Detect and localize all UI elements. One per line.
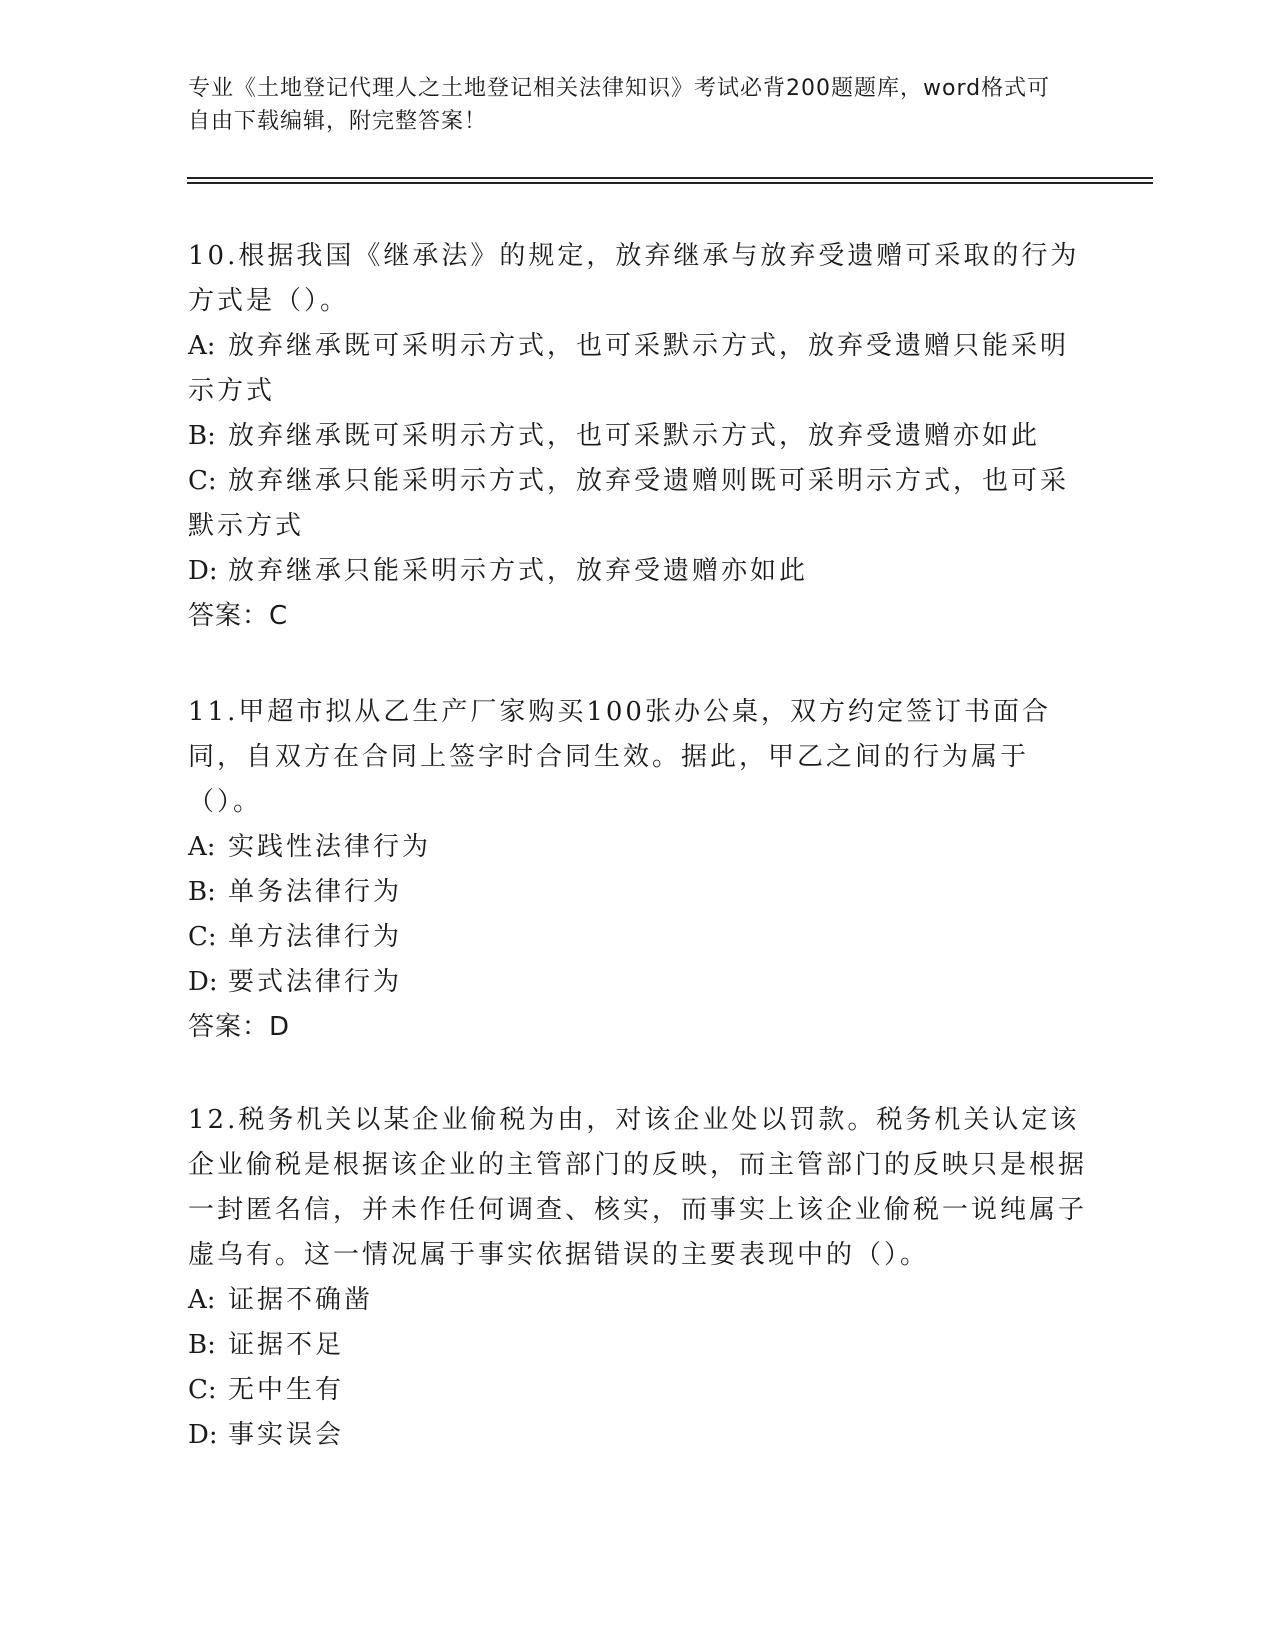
option-key: C: xyxy=(188,1375,217,1405)
option-key: A: xyxy=(188,331,216,361)
option-text: 证据不足 xyxy=(228,1330,345,1360)
option-text: 单方法律行为 xyxy=(228,922,403,952)
option-a xyxy=(188,324,1088,414)
option-text: 事实误会 xyxy=(228,1420,345,1450)
question-11 xyxy=(188,690,1088,1050)
document-header: 专业《土地登记代理人之土地登记相关法律知识》考试必背200题题库，word格式可自由下载编辑，附完整答案！ xyxy=(188,76,1051,134)
option-a xyxy=(188,825,1088,870)
option-c xyxy=(188,915,1088,960)
option-text: 放弃继承既可采明示方式，也可采默示方式，放弃受遗赠亦如此 xyxy=(228,421,1041,451)
option-text: 放弃继承既可采明示方式，也可采默示方式，放弃受遗赠只能采明示方式 xyxy=(188,331,1070,406)
option-key: D: xyxy=(188,556,218,586)
question-stem: 10.根据我国《继承法》的规定，放弃继承与放弃受遗赠可采取的行为方式是（）。 xyxy=(188,241,1080,316)
option-text: 无中生有 xyxy=(228,1375,345,1405)
question-stem: 12.税务机关以某企业偷税为由，对该企业处以罚款。税务机关认定该企业偷税是根据该企业的主管部门的反映，而主管部门的反映只是根据一封匿名信，并未作任何调查、核实，而事实上该企业偷税一说纯属子虚乌有。这一情况属于事实依据错误的主要表现中的（）。 xyxy=(188,1105,1088,1270)
question-10 xyxy=(188,234,1088,639)
header-divider xyxy=(187,177,1153,179)
option-key: A: xyxy=(188,1285,216,1315)
question-stem: 11.甲超市拟从乙生产厂家购买100张办公桌，双方约定签订书面合同，自双方在合同上签字时合同生效。据此，甲乙之间的行为属于（）。 xyxy=(188,697,1051,817)
option-text: 放弃继承只能采明示方式，放弃受遗赠亦如此 xyxy=(228,556,809,586)
option-key: D: xyxy=(188,1420,218,1450)
option-c xyxy=(188,1368,1088,1413)
option-b xyxy=(188,1323,1088,1368)
option-c xyxy=(188,459,1088,549)
option-text: 实践性法律行为 xyxy=(228,832,432,862)
option-key: C: xyxy=(188,466,217,496)
header-divider-secondary xyxy=(187,182,1153,184)
option-d xyxy=(188,1413,1088,1458)
option-d xyxy=(188,549,1088,594)
option-d xyxy=(188,960,1088,1005)
question-12 xyxy=(188,1098,1088,1458)
option-a xyxy=(188,1278,1088,1323)
option-key: A: xyxy=(188,832,216,862)
option-text: 要式法律行为 xyxy=(228,967,403,997)
option-b xyxy=(188,414,1088,459)
option-key: B: xyxy=(188,421,216,451)
option-text: 单务法律行为 xyxy=(228,877,403,907)
answer-label: 答案：C xyxy=(188,601,289,631)
option-text: 证据不确凿 xyxy=(228,1285,374,1315)
option-key: C: xyxy=(188,922,217,952)
option-text: 放弃继承只能采明示方式，放弃受遗赠则既可采明示方式，也可采默示方式 xyxy=(188,466,1070,541)
option-key: B: xyxy=(188,1330,216,1360)
option-b xyxy=(188,870,1088,915)
answer-label: 答案：D xyxy=(188,1012,291,1042)
option-key: B: xyxy=(188,877,216,907)
option-key: D: xyxy=(188,967,218,997)
